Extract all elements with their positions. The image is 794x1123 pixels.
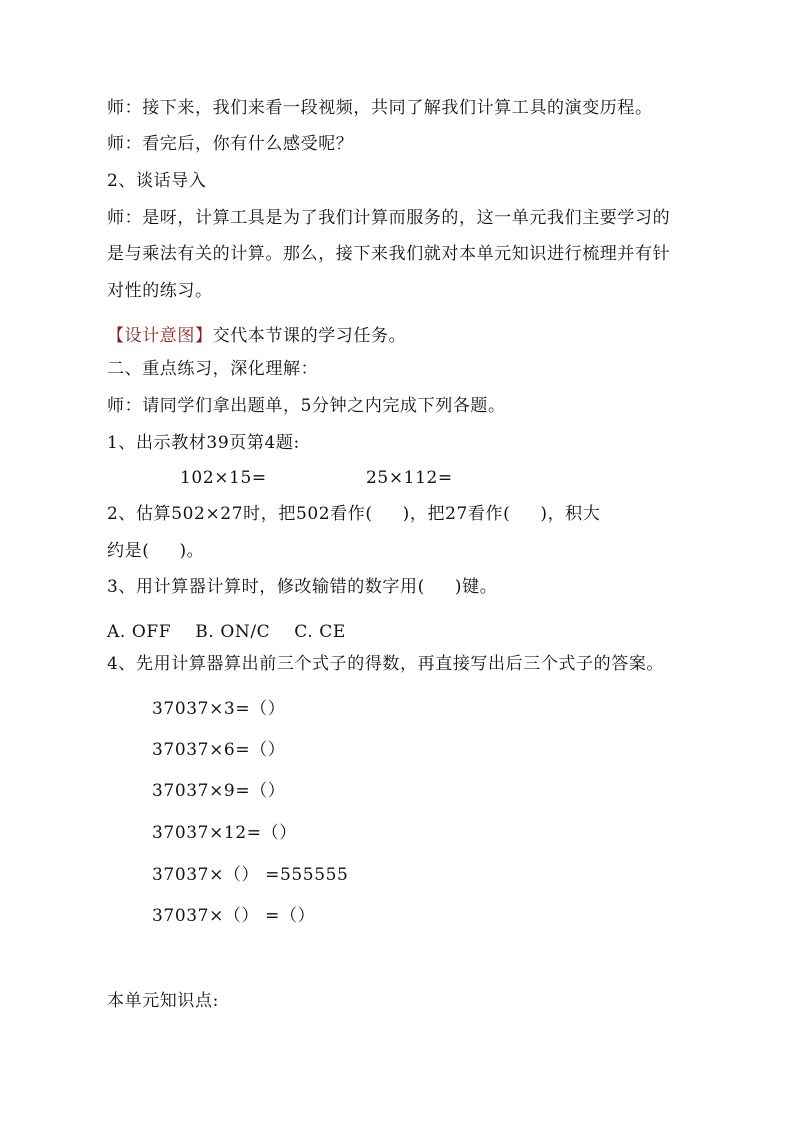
question-4-expr-5: 37037×（） =555555 [152, 865, 349, 885]
question-1-expr-2: 25×112= [366, 468, 453, 488]
paragraph-line-3: 对性的练习。 [107, 281, 213, 301]
design-intent-text: 交代本节课的学习任务。 [212, 326, 407, 346]
question-3: 3、用计算器计算时，修改输错的数字用( )键。 [107, 577, 498, 597]
question-3-options: A. OFF B. ON/C C. CE [107, 622, 346, 642]
question-4-expr-3: 37037×9=（） [152, 781, 286, 801]
heading-talk-intro: 2、谈话导入 [107, 171, 207, 191]
question-4-expr-6: 37037×（） =（） [152, 906, 316, 926]
section-2-instruction: 师：请同学们拿出题单，5分钟之内完成下列各题。 [107, 396, 506, 416]
question-2-line-1: 2、估算502×27时，把502看作( )，把27看作( )，积大 [107, 504, 601, 524]
section-2-title: 二、重点练习，深化理解： [107, 359, 319, 379]
intro-line-1: 师：接下来，我们来看一段视频，共同了解我们计算工具的演变历程。 [107, 98, 653, 118]
question-4-expr-4: 37037×12=（） [152, 823, 297, 843]
question-2-line-2: 约是( )。 [107, 541, 205, 561]
question-4-expr-2: 37037×6=（） [152, 740, 286, 760]
paragraph-line-2: 是与乘法有关的计算。那么，接下来我们就对本单元知识进行梳理并有针 [107, 244, 671, 264]
paragraph-line-1: 师：是呀，计算工具是为了我们计算而服务的，这一单元我们主要学习的 [107, 208, 671, 228]
knowledge-points-title: 本单元知识点: [107, 991, 219, 1011]
design-intent-label: 【设计意图】 [107, 326, 213, 346]
question-4: 4、先用计算器算出前三个式子的得数，再直接写出后三个式子的答案。 [107, 654, 665, 674]
question-4-expr-1: 37037×3=（） [152, 699, 286, 719]
question-1-expr-1: 102×15= [180, 468, 267, 488]
intro-line-2: 师：看完后，你有什么感受呢？ [107, 134, 354, 154]
design-intent [107, 325, 406, 347]
question-1: 1、出示教材39页第4题: [107, 433, 300, 453]
